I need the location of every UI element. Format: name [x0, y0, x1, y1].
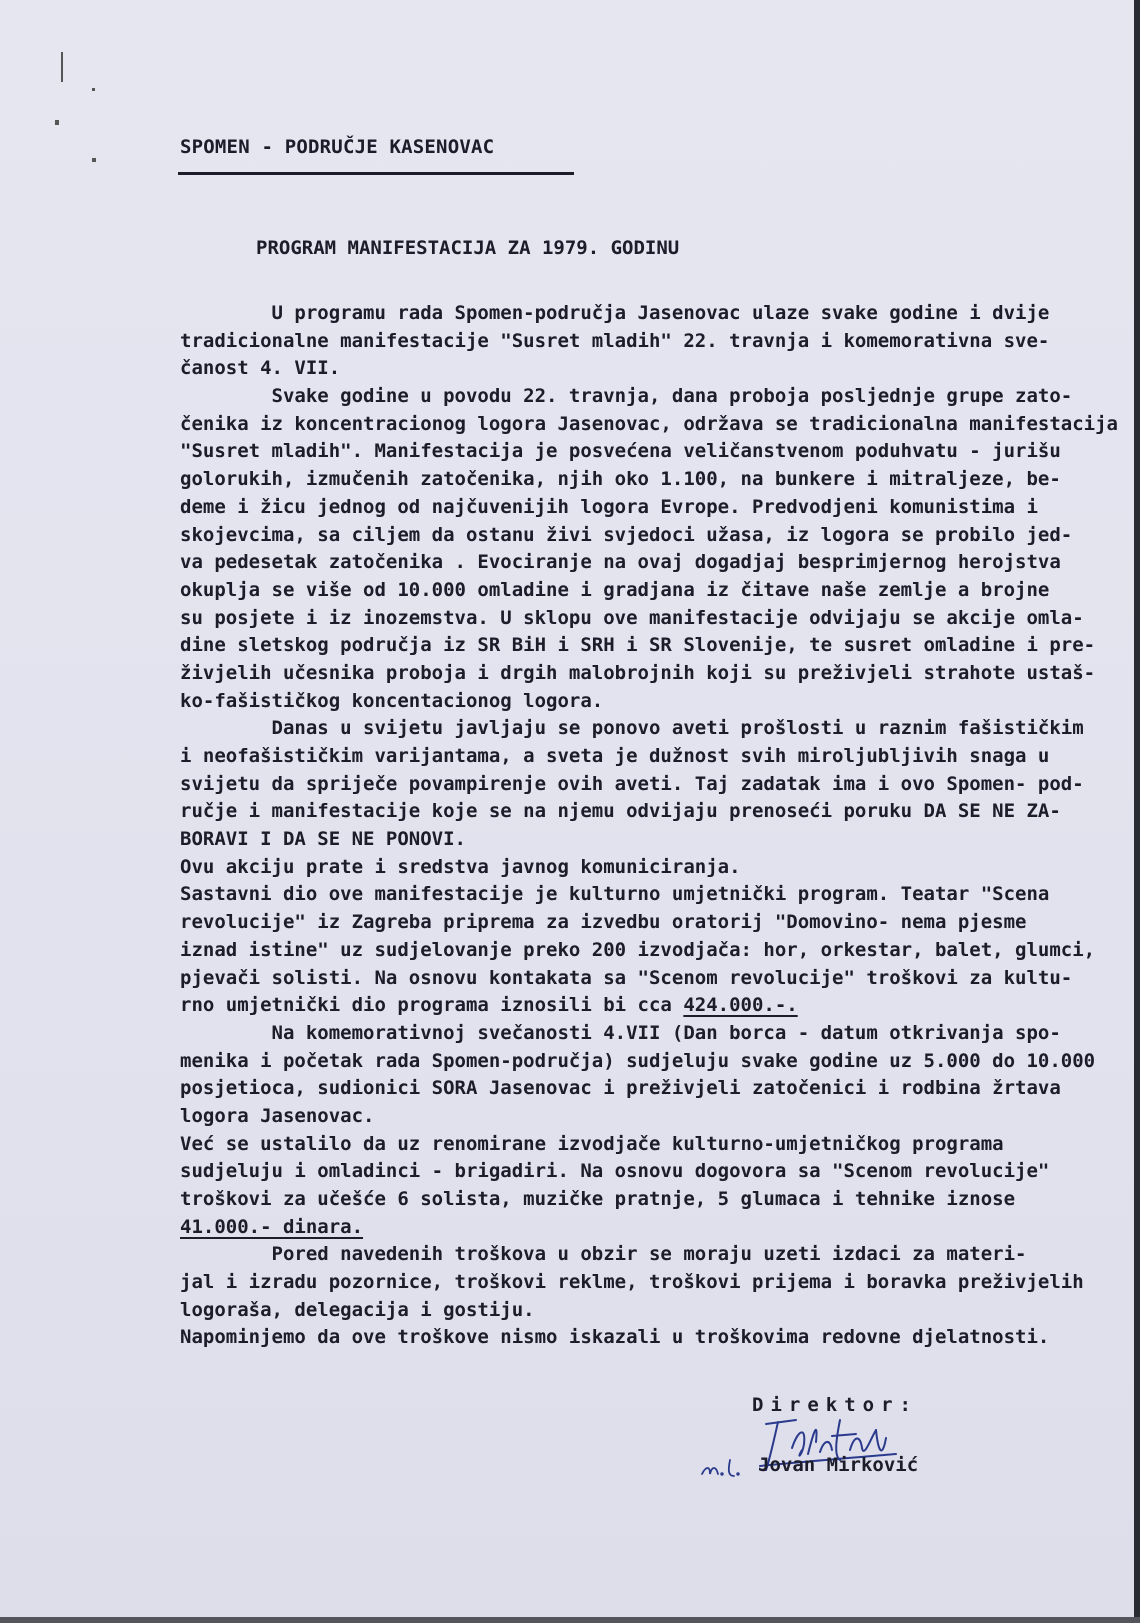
- body-line-text: rno umjetnički dio programa iznosili bi cca: [180, 994, 684, 1017]
- body-line-text: ko-fašističkog koncentacionog logora.: [180, 689, 604, 712]
- underlined-amount: 41.000.- dinara.: [180, 1215, 364, 1238]
- punch-mark: [55, 120, 59, 125]
- body-line-text: pjevači solisti. Na osnovu kontakata sa "Scenom revolucije" troškovi za kultu-: [180, 966, 1073, 989]
- body-line: [180, 743, 1135, 771]
- program-title: PROGRAM MANIFESTACIJA ZA 1979. GODINU: [256, 237, 680, 259]
- body-line: [180, 909, 1135, 937]
- body-line: [180, 1186, 1135, 1214]
- body-line-text: logoraša, delegacija i gostiju.: [180, 1298, 535, 1321]
- punch-mark: [61, 52, 63, 82]
- body-line: [180, 854, 1135, 882]
- body-line-text: skojevcima, sa ciljem da ostanu živi svjedoci užasa, iz logora se probilo jed-: [180, 523, 1073, 546]
- body-line-text: va pedesetak zatočenika . Evociranje na ovaj dogadjaj besprimjernog herojstva: [180, 551, 1061, 574]
- body-line: [180, 1269, 1135, 1297]
- body-line-text: logora Jasenovac.: [180, 1104, 375, 1127]
- punch-mark: [92, 88, 95, 91]
- body-line: [180, 1297, 1135, 1325]
- body-line: [180, 411, 1135, 439]
- scan-edge-bottom: [0, 1617, 1140, 1623]
- body-line: [180, 438, 1135, 466]
- body-line: [180, 1214, 1135, 1242]
- body-line-text: BORAVI I DA SE NE PONOVI.: [180, 828, 466, 851]
- body-line: [180, 1158, 1135, 1186]
- body-line: [180, 826, 1135, 854]
- body-line: [180, 1075, 1135, 1103]
- body-line: [180, 1131, 1135, 1159]
- body-line-text: su posjete i iz inozemstva. U sklopu ove manifestacije odvijaju se akcije omla-: [180, 606, 1084, 629]
- body-line: [180, 992, 1135, 1020]
- body-line-text: posjetioca, sudionici SORA Jasenovac i preživjeli zatočenici i rodbina žrtava: [180, 1077, 1061, 1100]
- body-line-text: deme i žicu jednog od najčuvenijih logora Evrope. Predvodjeni komunistima i: [180, 495, 1038, 518]
- director-name: Jovan Mirković: [758, 1454, 919, 1476]
- body-line: [180, 965, 1135, 993]
- body-line: [180, 688, 1135, 716]
- body-line-text: Na komemorativnoj svečanosti 4.VII (Dan borca - datum otkrivanja spo-: [180, 1021, 1061, 1044]
- heading-underline: [178, 172, 574, 175]
- body-line-text: "Susret mladih". Manifestacija je posvećena veličanstvenom poduhvatu - jurišu: [180, 440, 1061, 463]
- body-line: [180, 771, 1135, 799]
- body-line-text: Napominjemo da ove troškove nismo iskazali u troškovima redovne djelatnosti.: [180, 1326, 1050, 1349]
- body-line: [180, 1241, 1135, 1269]
- body-line: [180, 494, 1135, 522]
- body-line: [180, 937, 1135, 965]
- body-line: [180, 660, 1135, 688]
- body-line: [180, 577, 1135, 605]
- body-line-text: živjelih učesnika proboja i drgih malobrojnih koji su preživjeli strahote ustaš-: [180, 661, 1096, 684]
- body-line: [180, 1103, 1135, 1131]
- body-line: [180, 300, 1135, 328]
- body-line-text: U programu rada Spomen-područja Jasenovac ulaze svake godine i dvije: [180, 302, 1050, 324]
- body-line-text: Svake godine u povodu 22. travnja, dana proboja posljednje grupe zato-: [180, 385, 1073, 408]
- body-line: [180, 1020, 1135, 1048]
- body-line-text: Već se ustalilo da uz renomirane izvodjače kulturno-umjetničkog programa: [180, 1132, 1004, 1155]
- body-line-text: i neofašističkim varijantama, a sveta je dužnost svih miroljubljivih snaga u: [180, 745, 1050, 767]
- body-line-text: svijetu da spriječe povampirenje ovih aveti. Taj zadatak ima i ovo Spomen- pod-: [180, 772, 1084, 795]
- institution-heading: SPOMEN - PODRUČJE KASENOVAC: [180, 136, 495, 158]
- body-line: [180, 1048, 1135, 1076]
- body-line-text: okuplja se više od 10.000 omladine i gradjana iz čitave naše zemlje a brojne: [180, 578, 1050, 601]
- body-line-text: jal i izradu pozornice, troškovi reklme, troškovi prijema i boravka preživjelih: [180, 1271, 1084, 1294]
- body-line-text: ručje i manifestacije koje se na njemu odvijaju prenoseći poruku DA SE NE ZA-: [180, 800, 1061, 823]
- body-line: [180, 715, 1135, 743]
- body-line-text: Sastavni dio ove manifestacije je kulturno umjetnički program. Teatar "Scena: [180, 883, 1050, 906]
- body-line: [180, 383, 1135, 411]
- letter-body: [180, 300, 1135, 1352]
- body-line-text: Ovu akciju prate i sredstva javnog komuniciranja.: [180, 855, 741, 878]
- handwritten-signature: [700, 1400, 940, 1490]
- body-line: [180, 798, 1135, 826]
- body-line-text: Danas u svijetu javljaju se ponovo aveti prošlosti u raznim fašističkim: [180, 717, 1084, 740]
- body-line: [180, 549, 1135, 577]
- body-line: [180, 881, 1135, 909]
- body-line-text: čanost 4. VII.: [180, 357, 341, 380]
- body-line: [180, 328, 1135, 356]
- body-line: [180, 605, 1135, 633]
- body-line: [180, 466, 1135, 494]
- body-line-text: Pored navedenih troškova u obzir se moraju uzeti izdaci za materi-: [180, 1243, 1027, 1266]
- body-line-text: sudjeluju i omladinci - brigadiri. Na osnovu dogovora sa "Scenom revolucije": [180, 1160, 1050, 1183]
- body-line: [180, 1324, 1135, 1352]
- body-line-text: dine sletskog područja iz SR BiH i SRH i SR Slovenije, te susret omladine i pre-: [180, 634, 1096, 657]
- body-line-text: troškovi za učešće 6 solista, muzičke pratnje, 5 glumaca i tehnike iznose: [180, 1188, 1016, 1210]
- body-line-text: iznad istine" uz sudjelovanje preko 200 izvodjača: hor, orkestar, balet, glumci,: [180, 938, 1096, 961]
- body-line-text: tradicionalne manifestacije "Susret mladih" 22. travnja i komemorativna sve-: [180, 329, 1050, 352]
- body-line-text: golorukih, izmučenih zatočenika, njih oko 1.100, na bunkere i mitraljeze, be-: [180, 468, 1061, 491]
- punch-mark: [92, 158, 96, 162]
- body-line-text: revolucije" iz Zagreba priprema za izvedbu oratorij "Domovino- nema pjesme: [180, 911, 1027, 934]
- body-line-text: čenika iz koncentracionog logora Jasenovac, održava se tradicionalna manifestacija: [180, 412, 1118, 435]
- body-line-text: menika i početak rada Spomen-područja) sudjeluju svake godine uz 5.000 do 10.000: [180, 1049, 1096, 1072]
- body-line: [180, 522, 1135, 550]
- body-line: [180, 632, 1135, 660]
- body-line: [180, 355, 1135, 383]
- signature-initials: m.l.: [704, 1476, 707, 1477]
- underlined-amount: 424.000.-.: [683, 994, 798, 1017]
- director-title: Direktor:: [752, 1394, 918, 1416]
